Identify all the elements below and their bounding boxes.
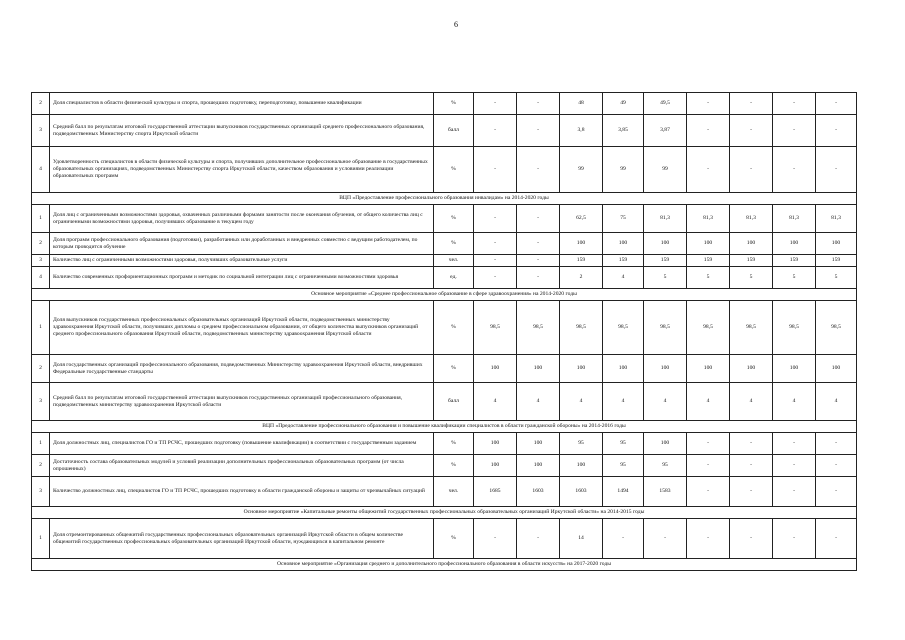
- value-cell: -: [773, 455, 816, 477]
- value-cell: -: [517, 115, 560, 147]
- value-cell: 100: [730, 355, 773, 383]
- value-cell: 5: [730, 267, 773, 289]
- unit-cell: %: [434, 147, 474, 193]
- value-cell: -: [730, 93, 773, 115]
- table-row: [32, 255, 857, 267]
- table-row: [32, 147, 857, 193]
- table-row: [32, 455, 857, 477]
- table-row: [32, 383, 857, 421]
- row-number: 2: [32, 93, 50, 115]
- value-cell: -: [517, 255, 560, 267]
- section-title: Основное мероприятие «Капитальные ремонты общежитий государственных профессиональных образовательных организаций Иркутской области» на 2014-2015 годы: [32, 507, 857, 519]
- value-cell: 14: [560, 519, 603, 559]
- table-row: [32, 267, 857, 289]
- value-cell: -: [474, 205, 517, 233]
- value-cell: 81,3: [773, 205, 816, 233]
- row-number: 2: [32, 355, 50, 383]
- value-cell: -: [474, 233, 517, 255]
- value-cell: -: [730, 519, 773, 559]
- value-cell: 159: [644, 255, 687, 267]
- value-cell: -: [816, 519, 857, 559]
- value-cell: 100: [603, 233, 644, 255]
- unit-cell: балл: [434, 383, 474, 421]
- value-cell: 5: [687, 267, 730, 289]
- value-cell: 4: [560, 383, 603, 421]
- row-number: 1: [32, 519, 50, 559]
- value-cell: 98,5: [560, 301, 603, 355]
- table-row: [32, 355, 857, 383]
- value-cell: 4: [474, 383, 517, 421]
- value-cell: -: [517, 205, 560, 233]
- value-cell: 81,3: [687, 205, 730, 233]
- value-cell: -: [816, 477, 857, 507]
- value-cell: 99: [603, 147, 644, 193]
- value-cell: -: [773, 519, 816, 559]
- row-number: 3: [32, 477, 50, 507]
- value-cell: -: [816, 433, 857, 455]
- value-cell: 159: [603, 255, 644, 267]
- value-cell: -: [773, 433, 816, 455]
- value-cell: 100: [687, 355, 730, 383]
- value-cell: 1685: [474, 477, 517, 507]
- value-cell: 98,5: [603, 301, 644, 355]
- row-number: 3: [32, 255, 50, 267]
- value-cell: 4: [644, 383, 687, 421]
- indicator-name: Доля программ профессионального образования (подготовки), разработанных или доработанных и внедренных совместно с ведущим работодателем, по которым проводится обучение: [50, 233, 434, 255]
- value-cell: -: [517, 233, 560, 255]
- value-cell: 62,5: [560, 205, 603, 233]
- section-title: Основное мероприятие «Организация среднего и дополнительного профессионального образования в области искусств» на 2017-2020 годы: [32, 559, 857, 571]
- value-cell: -: [687, 93, 730, 115]
- value-cell: 1603: [517, 477, 560, 507]
- indicator-name: Доля государственных организаций профессионального образования, подведомственных Министерству здравоохранения Иркутской области, внедривших Федеральные государственные стандарты: [50, 355, 434, 383]
- value-cell: 4: [517, 383, 560, 421]
- unit-cell: ед.: [434, 267, 474, 289]
- value-cell: 159: [816, 255, 857, 267]
- table-row: [32, 433, 857, 455]
- value-cell: -: [730, 433, 773, 455]
- indicator-name: Доля должностных лиц, специалистов ГО и ТП РСЧС, прошедших подготовку (повышение квалификации) в соответствии с государственным заданием: [50, 433, 434, 455]
- value-cell: 2: [560, 267, 603, 289]
- table-row: [32, 301, 857, 355]
- indicator-name: Количество современных профориентационных программ и методик по социальной интеграции лиц с ограниченными возможностями здоровья: [50, 267, 434, 289]
- unit-cell: %: [434, 455, 474, 477]
- value-cell: -: [730, 147, 773, 193]
- value-cell: -: [773, 477, 816, 507]
- value-cell: 3,85: [603, 115, 644, 147]
- section-row: [32, 421, 857, 433]
- value-cell: 1583: [644, 477, 687, 507]
- value-cell: 95: [603, 433, 644, 455]
- value-cell: -: [474, 519, 517, 559]
- table-row: [32, 233, 857, 255]
- value-cell: 100: [474, 433, 517, 455]
- unit-cell: %: [434, 233, 474, 255]
- value-cell: 100: [773, 355, 816, 383]
- value-cell: 1603: [560, 477, 603, 507]
- value-cell: 98,5: [730, 301, 773, 355]
- value-cell: 100: [644, 433, 687, 455]
- value-cell: 100: [644, 355, 687, 383]
- value-cell: -: [687, 433, 730, 455]
- value-cell: -: [730, 477, 773, 507]
- unit-cell: балл: [434, 115, 474, 147]
- value-cell: 99: [644, 147, 687, 193]
- section-row: [32, 289, 857, 301]
- row-number: 1: [32, 301, 50, 355]
- value-cell: 4: [773, 383, 816, 421]
- value-cell: 100: [560, 355, 603, 383]
- value-cell: 100: [560, 233, 603, 255]
- indicator-name: Количество должностных лиц, специалистов ГО и ТП РСЧС, прошедших подготовку в области гражданской обороны и защиты от чрезвычайных ситуаций: [50, 477, 434, 507]
- value-cell: 100: [644, 233, 687, 255]
- value-cell: 4: [687, 383, 730, 421]
- value-cell: -: [644, 519, 687, 559]
- unit-cell: чел.: [434, 255, 474, 267]
- value-cell: 98,5: [474, 301, 517, 355]
- value-cell: 81,3: [816, 205, 857, 233]
- value-cell: 159: [730, 255, 773, 267]
- value-cell: -: [687, 455, 730, 477]
- unit-cell: %: [434, 355, 474, 383]
- value-cell: 100: [773, 233, 816, 255]
- value-cell: -: [603, 519, 644, 559]
- value-cell: 3,87: [644, 115, 687, 147]
- table-row: [32, 205, 857, 233]
- indicator-name: Средний балл по результатам итоговой государственной аттестации выпускников государственных организаций среднего профессионального образования, подведомственных Министерству спорта Иркутской области: [50, 115, 434, 147]
- indicator-name: Доля выпускников государственных профессиональных образовательных организаций Иркутской области, подведомственных министерству здравоохранения Иркутской области, получивших дипломы о среднем профессиональном образовании, от общего количества выпускников организаций среднего профессионального образования Иркутской области, подведомственных министерству здравоохранения Иркутской области: [50, 301, 434, 355]
- value-cell: -: [687, 115, 730, 147]
- value-cell: 100: [603, 355, 644, 383]
- table-body: [32, 93, 857, 571]
- value-cell: 99: [560, 147, 603, 193]
- value-cell: -: [474, 267, 517, 289]
- value-cell: 5: [644, 267, 687, 289]
- value-cell: -: [730, 115, 773, 147]
- indicator-name: Количество лиц с ограниченными возможностями здоровья, получивших образовательные услуги: [50, 255, 434, 267]
- value-cell: 100: [816, 233, 857, 255]
- value-cell: 100: [474, 455, 517, 477]
- value-cell: -: [773, 115, 816, 147]
- value-cell: 159: [560, 255, 603, 267]
- section-title: ВЦП «Предоставление профессионального образования и повышение квалификации специалистов в области гражданской обороны» на 2014-2016 годы: [32, 421, 857, 433]
- unit-cell: чел.: [434, 477, 474, 507]
- section-row: [32, 193, 857, 205]
- value-cell: 49,5: [644, 93, 687, 115]
- value-cell: 95: [560, 433, 603, 455]
- value-cell: 4: [603, 267, 644, 289]
- row-number: 2: [32, 455, 50, 477]
- unit-cell: %: [434, 433, 474, 455]
- row-number: 4: [32, 147, 50, 193]
- unit-cell: %: [434, 301, 474, 355]
- value-cell: -: [517, 93, 560, 115]
- value-cell: 100: [816, 355, 857, 383]
- row-number: 1: [32, 433, 50, 455]
- value-cell: 5: [816, 267, 857, 289]
- value-cell: 100: [517, 355, 560, 383]
- value-cell: -: [687, 147, 730, 193]
- value-cell: -: [517, 267, 560, 289]
- value-cell: 81,3: [644, 205, 687, 233]
- value-cell: 5: [773, 267, 816, 289]
- value-cell: 98,5: [816, 301, 857, 355]
- value-cell: 81,3: [730, 205, 773, 233]
- section-title: Основное мероприятие «Среднее профессиональное образование в сфере здравоохранения» на 2014-2020 годы: [32, 289, 857, 301]
- value-cell: 100: [560, 455, 603, 477]
- value-cell: -: [816, 455, 857, 477]
- table-row: [32, 93, 857, 115]
- value-cell: 4: [730, 383, 773, 421]
- value-cell: 159: [773, 255, 816, 267]
- value-cell: 100: [517, 455, 560, 477]
- value-cell: 100: [517, 433, 560, 455]
- indicator-name: Доля специалистов в области физической культуры и спорта, прошедших подготовку, переподготовку, повышение квалификации: [50, 93, 434, 115]
- indicator-name: Средний балл по результатам итоговой государственной аттестации выпускников государственных организаций профессионального образования, подведомственных министерству здравоохранения Иркутской области: [50, 383, 434, 421]
- value-cell: -: [816, 93, 857, 115]
- value-cell: -: [474, 147, 517, 193]
- value-cell: -: [773, 147, 816, 193]
- table-row: [32, 519, 857, 559]
- value-cell: -: [816, 115, 857, 147]
- row-number: 2: [32, 233, 50, 255]
- page-number: 6: [454, 20, 458, 29]
- section-title: ВЦП «Предоставление профессионального образования инвалидам» на 2014-2020 годы: [32, 193, 857, 205]
- value-cell: 75: [603, 205, 644, 233]
- value-cell: -: [474, 115, 517, 147]
- value-cell: 100: [730, 233, 773, 255]
- indicators-table: [31, 92, 857, 571]
- value-cell: 100: [687, 233, 730, 255]
- indicator-name: Доля отремонтированных общежитий государственных профессиональных образовательных организаций Иркутской области в общем количестве общежитий государственных профессиональных образовательных организаций Иркутской области, нуждающихся в капитальном ремонте: [50, 519, 434, 559]
- value-cell: 98,5: [687, 301, 730, 355]
- value-cell: 4: [816, 383, 857, 421]
- unit-cell: %: [434, 93, 474, 115]
- value-cell: 3,8: [560, 115, 603, 147]
- value-cell: -: [730, 455, 773, 477]
- row-number: 3: [32, 115, 50, 147]
- table-row: [32, 115, 857, 147]
- indicator-name: Доля лиц с ограниченными возможностями здоровья, охваченных различными формами занятости после окончания обучения, от общего количества лиц с ограниченными возможностями здоровья, получивших образование в текущем году: [50, 205, 434, 233]
- value-cell: -: [474, 93, 517, 115]
- value-cell: -: [687, 519, 730, 559]
- row-number: 4: [32, 267, 50, 289]
- value-cell: -: [816, 147, 857, 193]
- value-cell: 98,5: [517, 301, 560, 355]
- value-cell: -: [517, 147, 560, 193]
- value-cell: 98,5: [773, 301, 816, 355]
- value-cell: -: [773, 93, 816, 115]
- value-cell: 48: [560, 93, 603, 115]
- unit-cell: %: [434, 205, 474, 233]
- value-cell: 49: [603, 93, 644, 115]
- indicator-name: Достаточность состава образовательных модулей и условий реализации дополнительных профессиональных образовательных программ (от числа опрошенных): [50, 455, 434, 477]
- section-row: [32, 507, 857, 519]
- section-row: [32, 559, 857, 571]
- row-number: 1: [32, 205, 50, 233]
- value-cell: 1494: [603, 477, 644, 507]
- value-cell: -: [517, 519, 560, 559]
- value-cell: 98,5: [644, 301, 687, 355]
- value-cell: 95: [603, 455, 644, 477]
- table-row: [32, 477, 857, 507]
- unit-cell: %: [434, 519, 474, 559]
- value-cell: 4: [603, 383, 644, 421]
- value-cell: 95: [644, 455, 687, 477]
- value-cell: 100: [474, 355, 517, 383]
- value-cell: -: [474, 255, 517, 267]
- row-number: 3: [32, 383, 50, 421]
- indicator-name: Удовлетворенность специалистов в области физической культуры и спорта, получивших дополнительное профессиональное образование в государственных образовательных организациях, подведомственных Министерству спорта Иркутской области, качеством образования и условиями реализации образовательных программ: [50, 147, 434, 193]
- value-cell: -: [687, 477, 730, 507]
- value-cell: 159: [687, 255, 730, 267]
